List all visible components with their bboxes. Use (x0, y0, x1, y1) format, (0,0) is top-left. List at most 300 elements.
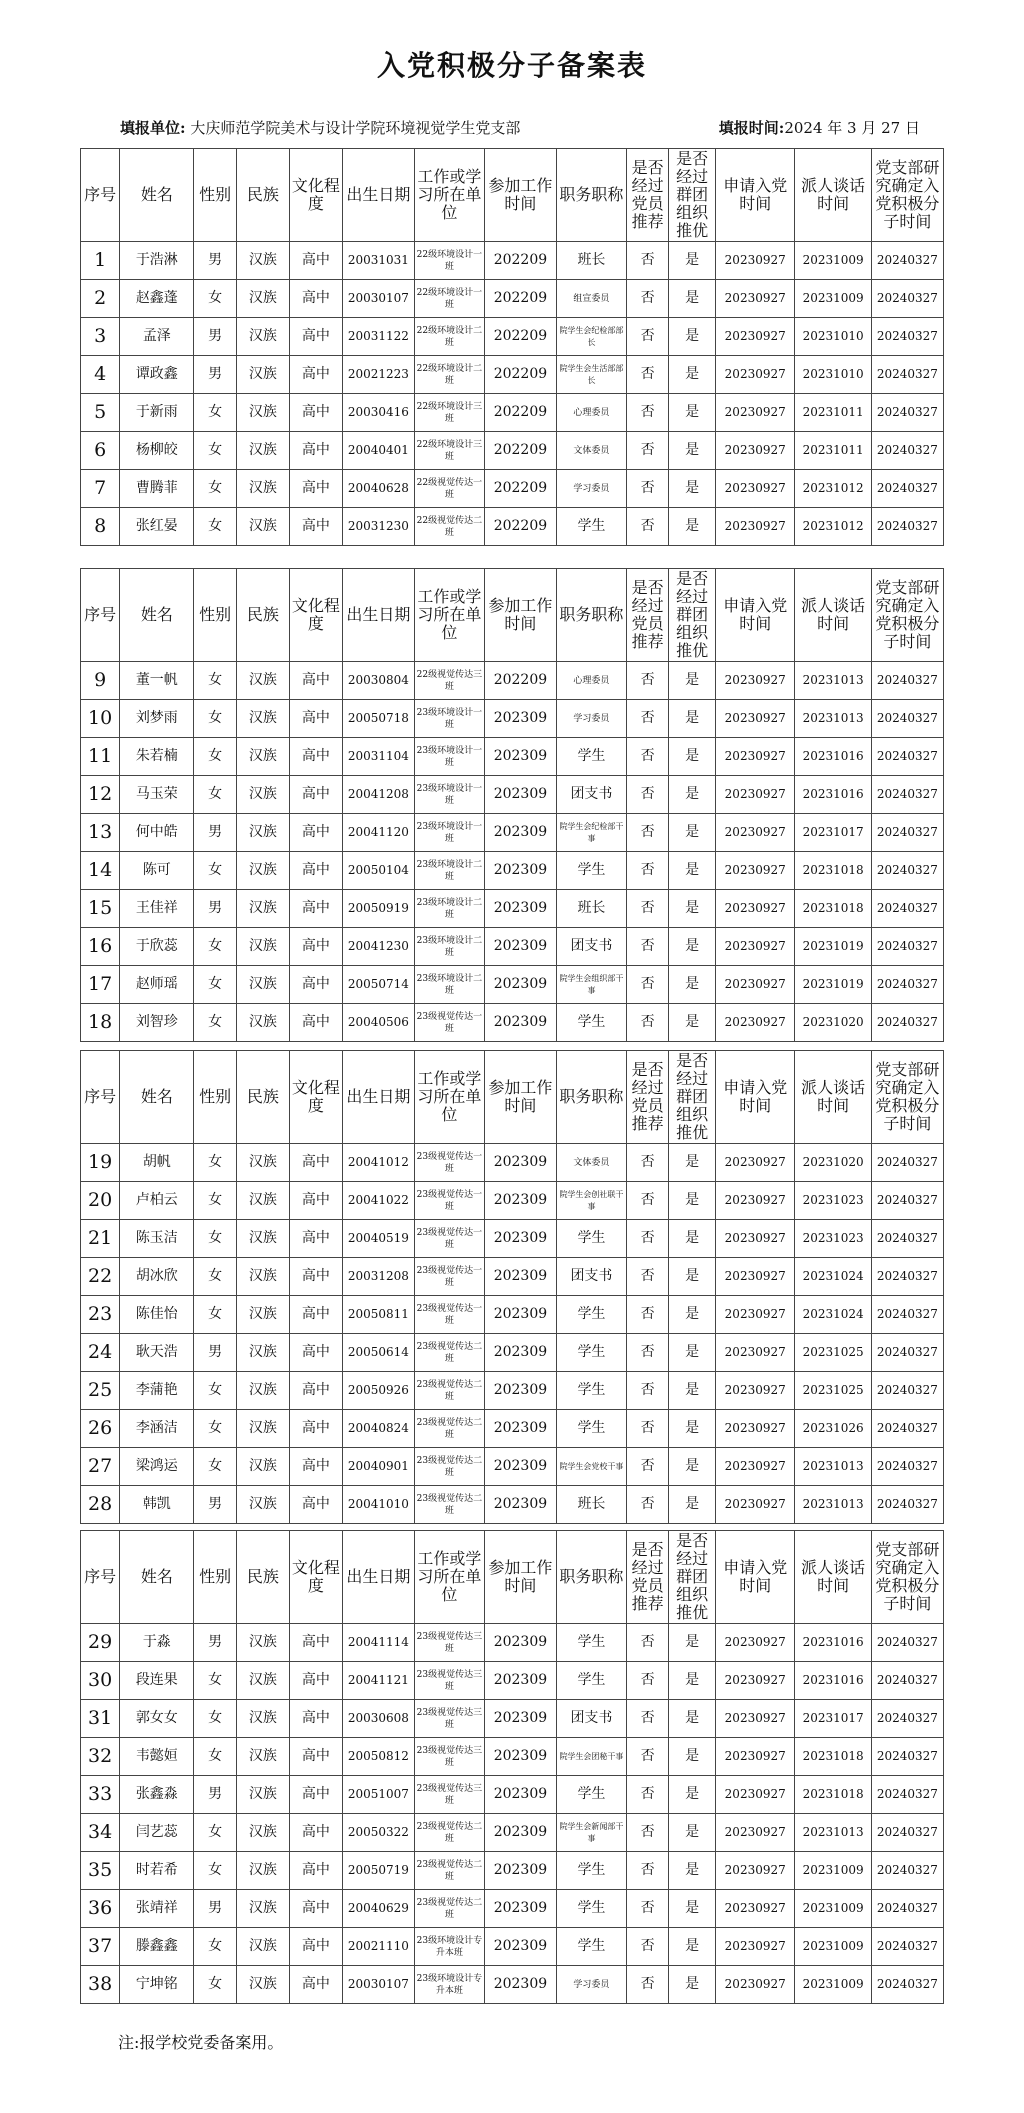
cell-name: 马玉荣 (120, 776, 194, 814)
cell-gender: 女 (194, 1738, 236, 1776)
table-row (81, 1624, 944, 1662)
cell-ethnicity: 汉族 (236, 966, 289, 1004)
cell-ethnicity: 汉族 (236, 738, 289, 776)
cell-position: 学习委员 (556, 700, 626, 738)
cell-group-rec: 是 (669, 1486, 716, 1524)
cell-ethnicity: 汉族 (236, 1004, 289, 1042)
cell-name: 陈玉洁 (120, 1220, 194, 1258)
cell-work-start: 202209 (484, 318, 556, 356)
cell-name: 李蒲艳 (120, 1372, 194, 1410)
cell-talk-date: 20231009 (795, 1966, 871, 2004)
cell-name: 陈可 (120, 852, 194, 890)
cell-confirm-date: 20240327 (871, 432, 943, 470)
cell-group-rec: 是 (669, 1700, 716, 1738)
cell-work-start: 202309 (484, 1258, 556, 1296)
cell-confirm-date: 20240327 (871, 1182, 943, 1220)
cell-birth: 20030416 (342, 394, 414, 432)
cell-name: 于淼 (120, 1624, 194, 1662)
cell-apply-date: 20230927 (715, 1144, 795, 1182)
column-header-ethnicity: 民族 (236, 1051, 289, 1144)
cell-seq: 31 (81, 1700, 120, 1738)
cell-work-start: 202309 (484, 890, 556, 928)
cell-ethnicity: 汉族 (236, 280, 289, 318)
cell-birth: 20030107 (342, 280, 414, 318)
cell-birth: 20050812 (342, 1738, 414, 1776)
cell-education: 高中 (289, 1700, 342, 1738)
cell-education: 高中 (289, 1296, 342, 1334)
cell-name: 张靖祥 (120, 1890, 194, 1928)
cell-seq: 3 (81, 318, 120, 356)
cell-ethnicity: 汉族 (236, 1144, 289, 1182)
cell-education: 高中 (289, 1334, 342, 1372)
cell-group-rec: 是 (669, 1372, 716, 1410)
cell-education: 高中 (289, 776, 342, 814)
cell-talk-date: 20231009 (795, 242, 871, 280)
cell-apply-date: 20230927 (715, 242, 795, 280)
cell-group-rec: 是 (669, 356, 716, 394)
record-table-4 (80, 1530, 944, 2004)
column-header-party-rec: 是否经过党员推荐 (626, 569, 668, 662)
cell-education: 高中 (289, 318, 342, 356)
cell-gender: 男 (194, 1334, 236, 1372)
cell-group-rec: 是 (669, 1662, 716, 1700)
cell-birth: 20050919 (342, 890, 414, 928)
column-header-birth: 出生日期 (342, 1531, 414, 1624)
cell-confirm-date: 20240327 (871, 662, 943, 700)
cell-education: 高中 (289, 394, 342, 432)
cell-confirm-date: 20240327 (871, 280, 943, 318)
column-header-confirm-date: 党支部研究确定入党积极分子时间 (871, 1051, 943, 1144)
cell-seq: 22 (81, 1258, 120, 1296)
record-table-3 (80, 1050, 944, 1524)
cell-unit: 23级视觉传达二班 (414, 1890, 484, 1928)
cell-work-start: 202309 (484, 1144, 556, 1182)
cell-unit: 23级环境设计专升本班 (414, 1928, 484, 1966)
cell-group-rec: 是 (669, 1890, 716, 1928)
cell-birth: 20050104 (342, 852, 414, 890)
cell-gender: 女 (194, 470, 236, 508)
page-title: 入党积极分子备案表 (376, 49, 647, 82)
cell-name: 陈佳怡 (120, 1296, 194, 1334)
cell-ethnicity: 汉族 (236, 1448, 289, 1486)
cell-apply-date: 20230927 (715, 1662, 795, 1700)
cell-seq: 10 (81, 700, 120, 738)
cell-ethnicity: 汉族 (236, 776, 289, 814)
cell-apply-date: 20230927 (715, 470, 795, 508)
cell-party-rec: 否 (626, 242, 668, 280)
column-header-education: 文化程度 (289, 149, 342, 242)
cell-position: 学生 (556, 1776, 626, 1814)
cell-group-rec: 是 (669, 776, 716, 814)
cell-education: 高中 (289, 1852, 342, 1890)
cell-party-rec: 否 (626, 1448, 668, 1486)
column-header-apply-date: 申请入党时间 (715, 149, 795, 242)
table-row (81, 1220, 944, 1258)
cell-name: 闫艺蕊 (120, 1814, 194, 1852)
cell-party-rec: 否 (626, 1334, 668, 1372)
cell-seq: 4 (81, 356, 120, 394)
cell-confirm-date: 20240327 (871, 1814, 943, 1852)
cell-gender: 女 (194, 738, 236, 776)
column-header-name: 姓名 (120, 1051, 194, 1144)
cell-education: 高中 (289, 1966, 342, 2004)
cell-gender: 女 (194, 1928, 236, 1966)
column-header-unit: 工作或学习所在单位 (414, 149, 484, 242)
cell-talk-date: 20231024 (795, 1258, 871, 1296)
cell-party-rec: 否 (626, 1220, 668, 1258)
cell-birth: 20031122 (342, 318, 414, 356)
cell-group-rec: 是 (669, 1258, 716, 1296)
cell-position: 学习委员 (556, 1966, 626, 2004)
cell-unit: 22级环境设计三班 (414, 394, 484, 432)
cell-ethnicity: 汉族 (236, 1738, 289, 1776)
cell-ethnicity: 汉族 (236, 1890, 289, 1928)
cell-apply-date: 20230927 (715, 776, 795, 814)
cell-unit: 23级环境设计一班 (414, 738, 484, 776)
cell-work-start: 202209 (484, 662, 556, 700)
cell-gender: 女 (194, 1700, 236, 1738)
cell-name: 于浩淋 (120, 242, 194, 280)
cell-confirm-date: 20240327 (871, 1700, 943, 1738)
cell-confirm-date: 20240327 (871, 1662, 943, 1700)
cell-position: 学生 (556, 1296, 626, 1334)
cell-confirm-date: 20240327 (871, 1852, 943, 1890)
cell-apply-date: 20230927 (715, 1448, 795, 1486)
cell-seq: 27 (81, 1448, 120, 1486)
cell-birth: 20041114 (342, 1624, 414, 1662)
cell-education: 高中 (289, 1448, 342, 1486)
cell-name: 曹腾菲 (120, 470, 194, 508)
cell-seq: 6 (81, 432, 120, 470)
cell-name: 梁鸿运 (120, 1448, 194, 1486)
cell-confirm-date: 20240327 (871, 1004, 943, 1042)
cell-group-rec: 是 (669, 966, 716, 1004)
cell-unit: 23级环境设计一班 (414, 700, 484, 738)
cell-confirm-date: 20240327 (871, 1334, 943, 1372)
cell-birth: 20041230 (342, 928, 414, 966)
column-header-education: 文化程度 (289, 569, 342, 662)
cell-unit: 23级视觉传达一班 (414, 1220, 484, 1258)
cell-name: 赵鑫蓬 (120, 280, 194, 318)
table-row (81, 470, 944, 508)
cell-name: 杨柳皎 (120, 432, 194, 470)
cell-seq: 30 (81, 1662, 120, 1700)
cell-birth: 20021223 (342, 356, 414, 394)
cell-position: 班长 (556, 242, 626, 280)
cell-party-rec: 否 (626, 1700, 668, 1738)
cell-work-start: 202309 (484, 1410, 556, 1448)
table-row (81, 508, 944, 546)
cell-unit: 23级环境设计二班 (414, 852, 484, 890)
cell-apply-date: 20230927 (715, 928, 795, 966)
cell-group-rec: 是 (669, 432, 716, 470)
cell-name: 段连果 (120, 1662, 194, 1700)
cell-work-start: 202309 (484, 1662, 556, 1700)
cell-education: 高中 (289, 890, 342, 928)
cell-position: 团支书 (556, 1258, 626, 1296)
column-header-gender: 性别 (194, 569, 236, 662)
cell-gender: 男 (194, 890, 236, 928)
cell-apply-date: 20230927 (715, 814, 795, 852)
cell-group-rec: 是 (669, 1448, 716, 1486)
cell-ethnicity: 汉族 (236, 700, 289, 738)
column-header-apply-date: 申请入党时间 (715, 569, 795, 662)
cell-group-rec: 是 (669, 242, 716, 280)
cell-name: 胡冰欣 (120, 1258, 194, 1296)
cell-party-rec: 否 (626, 1004, 668, 1042)
cell-gender: 男 (194, 356, 236, 394)
cell-gender: 女 (194, 966, 236, 1004)
cell-position: 院学生会团秘干事 (556, 1738, 626, 1776)
cell-name: 何中皓 (120, 814, 194, 852)
cell-talk-date: 20231018 (795, 1738, 871, 1776)
column-header-work-start: 参加工作时间 (484, 1531, 556, 1624)
column-header-gender: 性别 (194, 149, 236, 242)
cell-work-start: 202209 (484, 356, 556, 394)
table-row (81, 394, 944, 432)
cell-gender: 女 (194, 1296, 236, 1334)
cell-apply-date: 20230927 (715, 1700, 795, 1738)
cell-party-rec: 否 (626, 318, 668, 356)
cell-position: 学生 (556, 852, 626, 890)
cell-group-rec: 是 (669, 1296, 716, 1334)
cell-gender: 女 (194, 1852, 236, 1890)
cell-apply-date: 20230927 (715, 966, 795, 1004)
column-header-seq: 序号 (81, 1531, 120, 1624)
cell-seq: 38 (81, 1966, 120, 2004)
cell-position: 班长 (556, 1486, 626, 1524)
cell-apply-date: 20230927 (715, 890, 795, 928)
table-row (81, 1738, 944, 1776)
cell-education: 高中 (289, 1776, 342, 1814)
cell-birth: 20050714 (342, 966, 414, 1004)
cell-work-start: 202309 (484, 1890, 556, 1928)
table-row (81, 776, 944, 814)
cell-position: 院学生会党校干事 (556, 1448, 626, 1486)
cell-position: 团支书 (556, 928, 626, 966)
cell-apply-date: 20230927 (715, 1486, 795, 1524)
cell-unit: 23级环境设计二班 (414, 890, 484, 928)
cell-gender: 女 (194, 394, 236, 432)
cell-unit: 23级视觉传达二班 (414, 1852, 484, 1890)
cell-position: 院学生会创社联干事 (556, 1182, 626, 1220)
cell-work-start: 202309 (484, 700, 556, 738)
cell-birth: 20040901 (342, 1448, 414, 1486)
cell-party-rec: 否 (626, 356, 668, 394)
cell-unit: 22级环境设计二班 (414, 356, 484, 394)
column-header-party-rec: 是否经过党员推荐 (626, 1051, 668, 1144)
cell-education: 高中 (289, 1486, 342, 1524)
cell-name: 于欣蕊 (120, 928, 194, 966)
table-row (81, 1372, 944, 1410)
cell-confirm-date: 20240327 (871, 738, 943, 776)
cell-position: 心理委员 (556, 394, 626, 432)
cell-ethnicity: 汉族 (236, 662, 289, 700)
cell-confirm-date: 20240327 (871, 1624, 943, 1662)
cell-ethnicity: 汉族 (236, 1486, 289, 1524)
cell-party-rec: 否 (626, 814, 668, 852)
cell-talk-date: 20231020 (795, 1004, 871, 1042)
cell-position: 学生 (556, 1662, 626, 1700)
cell-apply-date: 20230927 (715, 1410, 795, 1448)
cell-gender: 女 (194, 1372, 236, 1410)
cell-talk-date: 20231011 (795, 432, 871, 470)
cell-talk-date: 20231019 (795, 928, 871, 966)
cell-party-rec: 否 (626, 852, 668, 890)
cell-birth: 20031208 (342, 1258, 414, 1296)
unit-value: 大庆师范学院美术与设计学院环境视觉学生党支部 (190, 119, 521, 137)
cell-birth: 20040519 (342, 1220, 414, 1258)
column-header-work-start: 参加工作时间 (484, 149, 556, 242)
cell-education: 高中 (289, 470, 342, 508)
cell-group-rec: 是 (669, 700, 716, 738)
cell-unit: 23级视觉传达三班 (414, 1624, 484, 1662)
cell-party-rec: 否 (626, 1928, 668, 1966)
cell-education: 高中 (289, 1738, 342, 1776)
cell-gender: 女 (194, 1410, 236, 1448)
cell-ethnicity: 汉族 (236, 1410, 289, 1448)
cell-group-rec: 是 (669, 1220, 716, 1258)
cell-work-start: 202309 (484, 966, 556, 1004)
cell-education: 高中 (289, 1890, 342, 1928)
column-header-work-start: 参加工作时间 (484, 1051, 556, 1144)
cell-apply-date: 20230927 (715, 318, 795, 356)
cell-unit: 23级视觉传达一班 (414, 1258, 484, 1296)
cell-birth: 20031230 (342, 508, 414, 546)
cell-unit: 23级环境设计二班 (414, 966, 484, 1004)
cell-confirm-date: 20240327 (871, 1258, 943, 1296)
cell-position: 文体委员 (556, 432, 626, 470)
cell-birth: 20040401 (342, 432, 414, 470)
cell-gender: 女 (194, 852, 236, 890)
cell-talk-date: 20231019 (795, 966, 871, 1004)
cell-name: 刘智珍 (120, 1004, 194, 1042)
table-row (81, 738, 944, 776)
column-header-seq: 序号 (81, 149, 120, 242)
time-label: 填报时间: (718, 119, 785, 137)
cell-apply-date: 20230927 (715, 1776, 795, 1814)
header-row (81, 149, 944, 242)
table-row (81, 700, 944, 738)
cell-talk-date: 20231013 (795, 662, 871, 700)
cell-position: 学生 (556, 1220, 626, 1258)
cell-position: 院学生会新闻部干事 (556, 1814, 626, 1852)
column-header-ethnicity: 民族 (236, 149, 289, 242)
cell-talk-date: 20231026 (795, 1410, 871, 1448)
cell-confirm-date: 20240327 (871, 1448, 943, 1486)
cell-apply-date: 20230927 (715, 1296, 795, 1334)
cell-group-rec: 是 (669, 508, 716, 546)
header-row (81, 1051, 944, 1144)
cell-gender: 女 (194, 1966, 236, 2004)
cell-position: 院学生会纪检部干事 (556, 814, 626, 852)
cell-position: 院学生会生活部部长 (556, 356, 626, 394)
column-header-birth: 出生日期 (342, 569, 414, 662)
cell-group-rec: 是 (669, 1814, 716, 1852)
cell-education: 高中 (289, 432, 342, 470)
column-header-seq: 序号 (81, 1051, 120, 1144)
column-header-ethnicity: 民族 (236, 1531, 289, 1624)
cell-seq: 12 (81, 776, 120, 814)
cell-unit: 22级环境设计三班 (414, 432, 484, 470)
cell-party-rec: 否 (626, 1486, 668, 1524)
cell-work-start: 202209 (484, 280, 556, 318)
cell-group-rec: 是 (669, 1776, 716, 1814)
cell-apply-date: 20230927 (715, 1890, 795, 1928)
cell-confirm-date: 20240327 (871, 1410, 943, 1448)
cell-confirm-date: 20240327 (871, 318, 943, 356)
cell-seq: 36 (81, 1890, 120, 1928)
cell-birth: 20050614 (342, 1334, 414, 1372)
cell-unit: 23级视觉传达三班 (414, 1738, 484, 1776)
cell-unit: 23级视觉传达二班 (414, 1410, 484, 1448)
cell-work-start: 202209 (484, 508, 556, 546)
cell-education: 高中 (289, 928, 342, 966)
cell-ethnicity: 汉族 (236, 852, 289, 890)
cell-name: 时若希 (120, 1852, 194, 1890)
cell-party-rec: 否 (626, 1624, 668, 1662)
cell-talk-date: 20231018 (795, 890, 871, 928)
cell-work-start: 202309 (484, 928, 556, 966)
cell-education: 高中 (289, 1258, 342, 1296)
column-header-education: 文化程度 (289, 1531, 342, 1624)
cell-confirm-date: 20240327 (871, 852, 943, 890)
table-row (81, 1852, 944, 1890)
cell-apply-date: 20230927 (715, 1258, 795, 1296)
cell-name: 张鑫淼 (120, 1776, 194, 1814)
column-header-education: 文化程度 (289, 1051, 342, 1144)
cell-group-rec: 是 (669, 1624, 716, 1662)
cell-talk-date: 20231016 (795, 1624, 871, 1662)
cell-seq: 29 (81, 1624, 120, 1662)
cell-apply-date: 20230927 (715, 508, 795, 546)
table-row (81, 928, 944, 966)
cell-education: 高中 (289, 1182, 342, 1220)
cell-party-rec: 否 (626, 1776, 668, 1814)
cell-party-rec: 否 (626, 1814, 668, 1852)
time-value: 2024 年 3 月 27 日 (784, 119, 920, 137)
table-row (81, 966, 944, 1004)
cell-talk-date: 20231016 (795, 738, 871, 776)
cell-seq: 24 (81, 1334, 120, 1372)
cell-apply-date: 20230927 (715, 1004, 795, 1042)
header-row (81, 1531, 944, 1624)
cell-ethnicity: 汉族 (236, 1220, 289, 1258)
cell-ethnicity: 汉族 (236, 1814, 289, 1852)
cell-work-start: 202309 (484, 1928, 556, 1966)
cell-ethnicity: 汉族 (236, 1776, 289, 1814)
cell-seq: 37 (81, 1928, 120, 1966)
cell-ethnicity: 汉族 (236, 394, 289, 432)
cell-confirm-date: 20240327 (871, 966, 943, 1004)
cell-work-start: 202209 (484, 470, 556, 508)
cell-confirm-date: 20240327 (871, 1928, 943, 1966)
cell-education: 高中 (289, 280, 342, 318)
cell-party-rec: 否 (626, 1144, 668, 1182)
cell-gender: 女 (194, 1004, 236, 1042)
cell-talk-date: 20231009 (795, 1852, 871, 1890)
cell-confirm-date: 20240327 (871, 814, 943, 852)
column-header-party-rec: 是否经过党员推荐 (626, 149, 668, 242)
column-header-work-start: 参加工作时间 (484, 569, 556, 662)
cell-confirm-date: 20240327 (871, 1486, 943, 1524)
cell-group-rec: 是 (669, 1334, 716, 1372)
cell-talk-date: 20231025 (795, 1334, 871, 1372)
cell-education: 高中 (289, 966, 342, 1004)
column-header-seq: 序号 (81, 569, 120, 662)
column-header-talk-date: 派人谈话时间 (795, 1531, 871, 1624)
cell-unit: 22级视觉传达三班 (414, 662, 484, 700)
